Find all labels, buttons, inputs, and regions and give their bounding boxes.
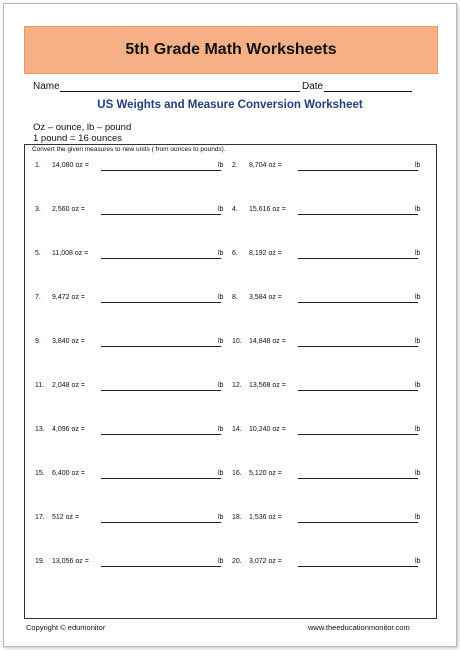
problem-item	[35, 555, 225, 569]
problem-value: 4,096 oz =	[52, 426, 85, 433]
problem-item	[232, 555, 422, 569]
answer-field[interactable]	[101, 478, 221, 479]
unit-label: lb	[218, 294, 224, 301]
problem-item	[35, 467, 225, 481]
problem-value: 2,560 oz =	[52, 206, 85, 213]
problem-number: 11.	[35, 382, 45, 389]
problem-number: 17.	[35, 514, 45, 521]
problem-value: 3,072 oz =	[249, 558, 282, 565]
problem-value: 14,848 oz =	[249, 338, 286, 345]
problem-number: 19.	[35, 558, 45, 565]
problem-item	[232, 247, 422, 261]
problem-item	[35, 335, 225, 349]
answer-field[interactable]	[298, 478, 418, 479]
problem-number: 6.	[232, 250, 238, 257]
problem-number: 10.	[232, 338, 242, 345]
problem-item	[35, 203, 225, 217]
problem-number: 2.	[232, 162, 238, 169]
problem-item	[35, 511, 225, 525]
answer-field[interactable]	[101, 302, 221, 303]
problem-number: 14.	[232, 426, 242, 433]
unit-label: lb	[415, 162, 421, 169]
problem-item	[35, 247, 225, 261]
answer-field[interactable]	[298, 346, 418, 347]
problem-value: 1,536 oz =	[249, 514, 282, 521]
answer-field[interactable]	[298, 258, 418, 259]
name-label: Name	[33, 81, 60, 92]
unit-label: lb	[415, 250, 421, 257]
problem-item	[232, 159, 422, 173]
unit-label: lb	[415, 338, 421, 345]
problem-value: 5,120 oz =	[249, 470, 282, 477]
unit-label: lb	[218, 382, 224, 389]
unit-label: lb	[218, 250, 224, 257]
unit-label: lb	[218, 162, 224, 169]
unit-label: lb	[415, 514, 421, 521]
problem-number: 4.	[232, 206, 238, 213]
answer-field[interactable]	[101, 522, 221, 523]
unit-label: lb	[218, 514, 224, 521]
unit-label: lb	[218, 558, 224, 565]
problem-value: 13,568 oz =	[249, 382, 286, 389]
problem-number: 1.	[35, 162, 41, 169]
problem-number: 8.	[232, 294, 238, 301]
answer-field[interactable]	[101, 258, 221, 259]
unit-label: lb	[415, 294, 421, 301]
name-date-row	[33, 79, 413, 93]
answer-field[interactable]	[101, 170, 221, 171]
problems-box	[24, 144, 437, 619]
problem-item	[232, 291, 422, 305]
page-title: 5th Grade Math Worksheets	[125, 41, 337, 58]
unit-label: lb	[415, 206, 421, 213]
problem-value: 2,048 oz =	[52, 382, 85, 389]
problem-value: 13,056 oz =	[52, 558, 89, 565]
problem-number: 15.	[35, 470, 45, 477]
unit-label: lb	[415, 426, 421, 433]
problem-value: 9,472 oz =	[52, 294, 85, 301]
problem-item	[232, 335, 422, 349]
problem-item	[35, 423, 225, 437]
abbreviations-note: Oz – ounce, lb – pound	[33, 122, 132, 133]
header-banner	[24, 26, 438, 74]
problem-number: 16.	[232, 470, 242, 477]
problem-value: 3,584 oz =	[249, 294, 282, 301]
problem-item	[232, 423, 422, 437]
problem-value: 6,400 oz =	[52, 470, 85, 477]
unit-label: lb	[218, 470, 224, 477]
unit-label: lb	[218, 338, 224, 345]
problem-value: 8,192 oz =	[249, 250, 282, 257]
answer-field[interactable]	[101, 390, 221, 391]
name-field[interactable]	[60, 91, 300, 92]
answer-field[interactable]	[298, 302, 418, 303]
problem-number: 18.	[232, 514, 242, 521]
problem-value: 3,840 oz =	[52, 338, 85, 345]
problem-number: 9.	[35, 338, 41, 345]
problem-number: 3.	[35, 206, 41, 213]
problem-number: 12.	[232, 382, 242, 389]
problem-item	[232, 203, 422, 217]
answer-field[interactable]	[298, 566, 418, 567]
answer-field[interactable]	[101, 214, 221, 215]
problem-number: 5.	[35, 250, 41, 257]
problem-item	[35, 291, 225, 305]
problem-item	[35, 379, 225, 393]
date-field[interactable]	[324, 91, 412, 92]
problem-item	[232, 511, 422, 525]
copyright-text: Copyright © edumonitor	[26, 623, 106, 632]
answer-field[interactable]	[101, 346, 221, 347]
problem-number: 13.	[35, 426, 45, 433]
problem-value: 512 oz =	[52, 514, 80, 521]
answer-field[interactable]	[101, 566, 221, 567]
unit-label: lb	[218, 206, 224, 213]
unit-label: lb	[415, 558, 421, 565]
problem-item	[35, 159, 225, 173]
answer-field[interactable]	[298, 434, 418, 435]
problem-item	[232, 379, 422, 393]
answer-field[interactable]	[298, 522, 418, 523]
unit-label: lb	[415, 382, 421, 389]
worksheet-title: US Weights and Measure Conversion Worksheet	[97, 99, 363, 111]
answer-field[interactable]	[298, 170, 418, 171]
problem-item	[232, 467, 422, 481]
problem-value: 8,704 oz =	[249, 162, 282, 169]
instruction-text: Convert the given measures to new units ( from ounces to pounds).	[32, 146, 226, 153]
unit-label: lb	[218, 426, 224, 433]
problem-number: 7.	[35, 294, 41, 301]
date-label: Date	[302, 81, 324, 92]
unit-label: lb	[415, 470, 421, 477]
problem-value: 14,080 oz =	[52, 162, 89, 169]
problem-value: 11,008 oz =	[52, 250, 89, 257]
conversion-note: 1 pound = 16 ounces	[33, 133, 123, 144]
problem-number: 20.	[232, 558, 242, 565]
answer-field[interactable]	[298, 214, 418, 215]
website-link[interactable]: www.theeducationmonitor.com	[308, 623, 410, 632]
problem-value: 15,616 oz =	[249, 206, 286, 213]
problem-value: 10,240 oz =	[249, 426, 286, 433]
answer-field[interactable]	[298, 390, 418, 391]
answer-field[interactable]	[101, 434, 221, 435]
